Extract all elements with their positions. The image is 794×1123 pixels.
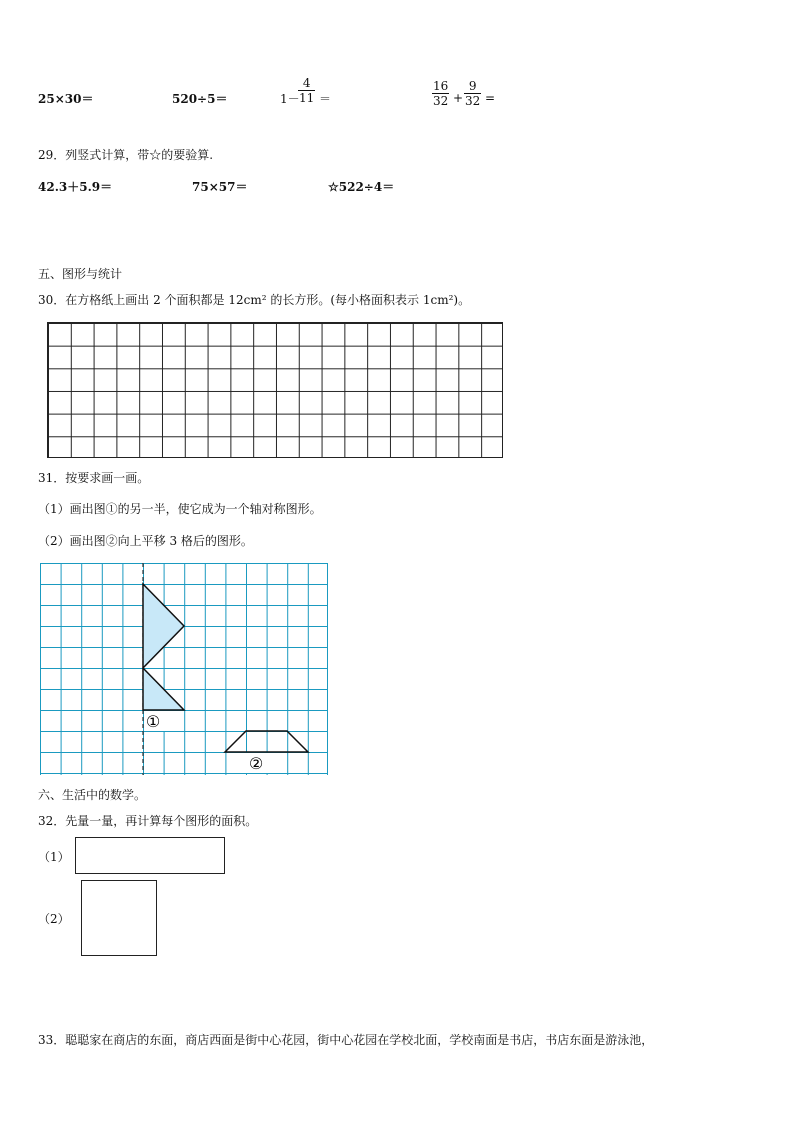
fraction-9-32: [464, 79, 481, 108]
q29-title: 29．列竖式计算，带☆的要验算.: [38, 148, 214, 162]
q29-item1: 42.3＋5.9＝: [38, 180, 113, 194]
square-grid-paper[interactable]: [47, 322, 503, 458]
q32-title: 32．先量一量，再计算每个图形的面积。: [38, 814, 258, 828]
q29-item3: ☆522÷4＝: [328, 180, 395, 194]
fraction-numerator: 9: [468, 79, 477, 93]
square-shape: [81, 880, 157, 956]
q29-item2: 75×57＝: [192, 180, 248, 194]
rectangle-shape: [75, 837, 225, 874]
fraction-denominator: 11: [299, 91, 315, 105]
figure-2-trapezoid: [225, 731, 308, 752]
fraction-denominator: 32: [465, 94, 481, 108]
q33-text: 33．聪聪家在商店的东面，商店西面是街中心花园，街中心花园在学校北面，学校南面是书店，书店东面是游泳池，: [38, 1033, 654, 1047]
fraction-numerator: 16: [433, 79, 449, 93]
fraction-numerator: 4: [302, 76, 311, 90]
calc4-equals: =: [485, 91, 496, 105]
q31-sub1: （1）画出图①的另一半，使它成为一个轴对称图形。: [38, 502, 322, 516]
fraction-16-32: [432, 79, 449, 108]
section6-heading: 六、生活中的数学。: [38, 788, 147, 802]
fraction-4-11: [298, 76, 315, 105]
q32-label2: （2）: [38, 912, 70, 926]
q31-sub2: （2）画出图②向上平移 3 格后的图形。: [38, 534, 253, 548]
grid-lines: [40, 563, 328, 775]
q30-text: 30．在方格纸上画出 2 个面积都是 12cm² 的长方形。(每小格面积表示 1cm²)。: [38, 293, 471, 307]
calc-520div5: 520÷5＝: [172, 92, 228, 106]
calc4-plus: +: [453, 91, 464, 105]
figure-1-label: ①: [145, 712, 161, 731]
drawing-grid[interactable]: [40, 563, 328, 775]
figure-2-label: ②: [248, 754, 264, 773]
q32-label1: （1）: [38, 850, 70, 864]
section5-heading: 五、图形与统计: [38, 267, 123, 281]
calc3-prefix: 1－: [280, 92, 300, 106]
calc3-equals: ＝: [319, 92, 332, 106]
calc-25x30: 25×30＝: [38, 92, 94, 106]
fraction-denominator: 32: [433, 94, 449, 108]
q31-title: 31．按要求画一画。: [38, 471, 150, 485]
